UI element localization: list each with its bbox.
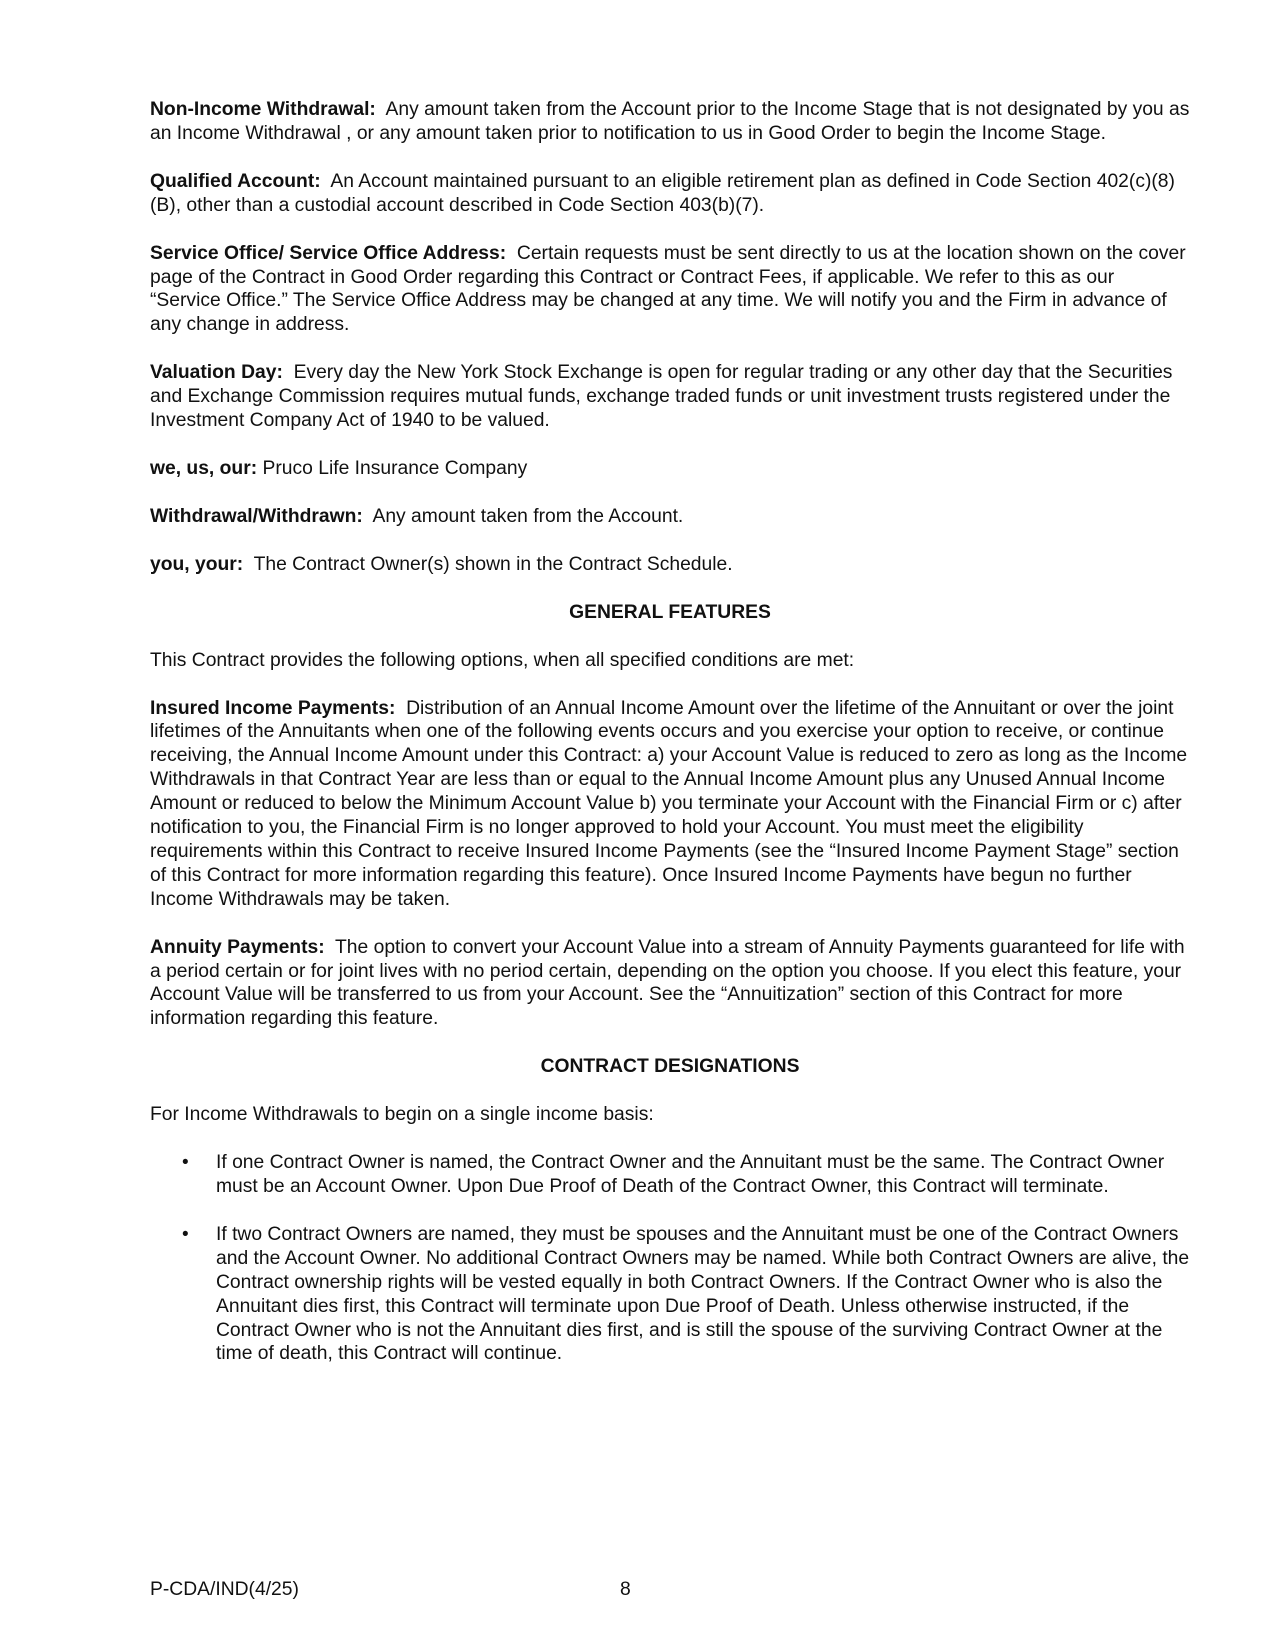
definition-text: Any amount taken from the Account prior to the Income Stage that is not designated by you as an Income Withdrawal , or any amount taken prior to notification to us in Good Order to begin the Income Stage. [150, 99, 1190, 144]
list-item-text: If two Contract Owners are named, they must be spouses and the Annuitant must be one of the Contract Owners and the Account Owner. No additional Contract Owners may be named. While both Contract Owners are alive, the Contract ownership rights will be vested equally in both Contract Owners. If the Contract Owner who is also the Annuitant dies first, this Contract will terminate upon Due Proof of Death. Unless otherwise instructed, if the Contract Owner who is not the Annuitant dies first, and is still the spouse of the surviving Contract Owner at the time of death, this Contract will continue. [216, 1223, 1190, 1365]
document-page [150, 98, 1190, 1390]
definition-term: Valuation Day: [150, 362, 283, 384]
definition-term: we, us, our: [150, 457, 258, 479]
list-item [150, 1223, 1190, 1366]
general-features-heading: GENERAL FEATURES [569, 601, 771, 623]
contract-designations-intro: For Income Withdrawals to begin on a single income basis: [150, 1104, 654, 1126]
definition-withdrawal [150, 505, 1190, 529]
definition-term: Withdrawal/Withdrawn: [150, 505, 363, 527]
definition-qualified-account [150, 170, 1190, 218]
definition-term: you, your: [150, 553, 244, 575]
list-item [150, 1151, 1190, 1199]
definition-text: The Contract Owner(s) shown in the Contract Schedule. [253, 553, 733, 575]
feature-text: The option to convert your Account Value into a stream of Annuity Payments guaranteed for life with a period certain or for joint lives with no period certain, depending on the option you choose. If you elect this feature, your Account Value will be transferred to us from your Account. See the “Annuitization” section of this Contract for more information regarding this feature. [150, 936, 1185, 1030]
definition-valuation-day [150, 361, 1190, 433]
definition-text: Pruco Life Insurance Company [262, 457, 528, 479]
definition-term: Non-Income Withdrawal: [150, 99, 376, 120]
feature-annuity-payments [150, 936, 1190, 1032]
feature-insured-income-payments [150, 697, 1190, 912]
definition-text: An Account maintained pursuant to an eligible retirement plan as defined in Code Section 402(c)(8)(B), other than a custodial account described in Code Section 403(b)(7). [150, 170, 1175, 216]
general-features-intro: This Contract provides the following options, when all specified conditions are met: [150, 649, 855, 671]
contract-designations-heading: CONTRACT DESIGNATIONS [540, 1056, 800, 1078]
definition-text: Every day the New York Stock Exchange is open for regular trading or any other day that the Securities and Exchange Commission requires mutual funds, exchange traded funds or unit investment trusts registered under the Investment Company Act of 1940 to be valued. [150, 362, 1173, 432]
bullet-icon: • [182, 1223, 189, 1245]
list-item-text: If one Contract Owner is named, the Contract Owner and the Annuitant must be the same. The Contract Owner must be an Account Owner. Upon Due Proof of Death of the Contract Owner, this Contract will terminate. [216, 1152, 1165, 1197]
definition-term: Qualified Account: [150, 170, 321, 192]
definition-text: Certain requests must be sent directly to us at the location shown on the cover page of the Contract in Good Order regarding this Contract or Contract Fees, if applicable. We refer to this as our “Service Office.” The Service Office Address may be changed at any time. We will notify you and the Firm in advance of any change in address. [150, 242, 1186, 336]
feature-text: Distribution of an Annual Income Amount over the lifetime of the Annuitant or over the joint lifetimes of the Annuitants when one of the following events occurs and you exercise your option to receive, or continue receiving, the Annual Income Amount under this Contract: a) your Account Value is reduced to zero as long as the Income Withdrawals in that Contract Year are less than or equal to the Annual Income Amount plus any Unused Annual Income Amount or reduced to below the Minimum Account Value b) you terminate your Account with the Financial Firm or c) after notification to you, the Financial Firm is no longer approved to hold your Account. You must meet the eligibility requirements within this Contract to receive Insured Income Payments (see the “Insured Income Payment Stage” section of this Contract for more information regarding this feature). Once Insured Income Payments have begun no further Income Withdrawals may be taken. [150, 697, 1188, 910]
bullet-icon: • [182, 1152, 189, 1174]
definition-service-office [150, 242, 1190, 338]
definition-we-us-our [150, 457, 1190, 481]
form-number: P-CDA/IND(4/25) [150, 1579, 299, 1600]
feature-term: Annuity Payments: [150, 936, 325, 958]
definition-you-your [150, 553, 1190, 577]
contract-designations-list [150, 1151, 1190, 1366]
definition-non-income-withdrawal [150, 98, 1190, 146]
definition-text: Any amount taken from the Account. [372, 505, 684, 527]
feature-term: Insured Income Payments: [150, 697, 396, 719]
page-number: 8 [620, 1579, 631, 1600]
definition-term: Service Office/ Service Office Address: [150, 242, 507, 264]
